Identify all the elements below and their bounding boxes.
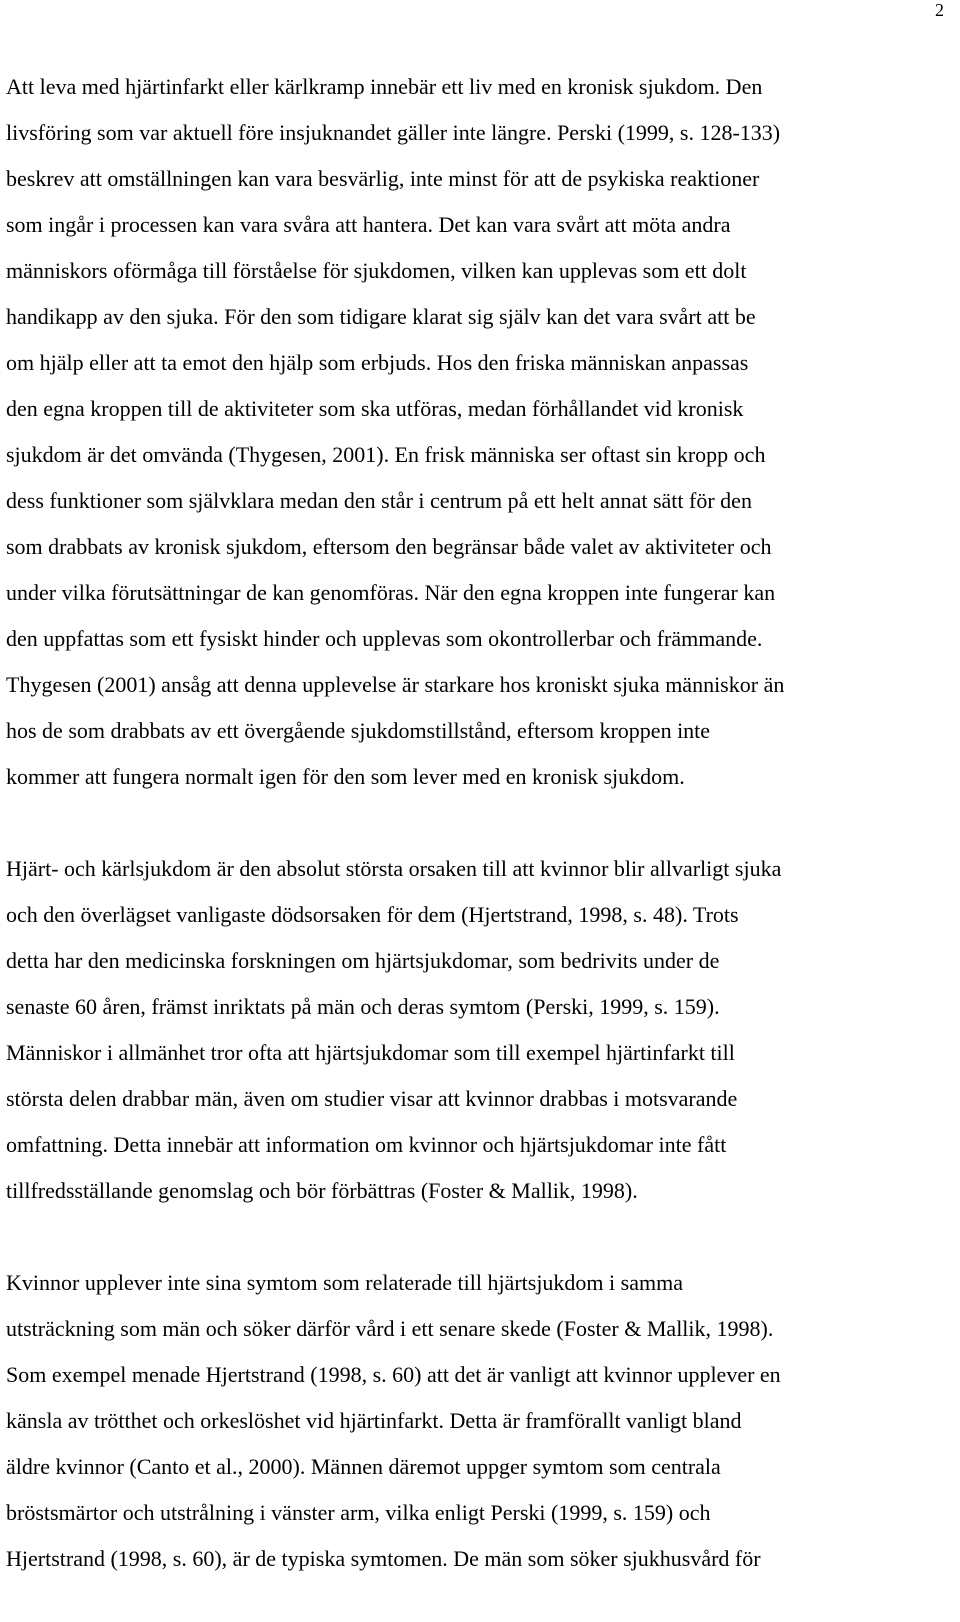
text-line: Att leva med hjärtinfarkt eller kärlkramp innebär ett liv med en kronisk sjukdom. Den: [6, 74, 763, 99]
text-line: handikapp av den sjuka. För den som tidigare klarat sig själv kan det vara svårt att be: [6, 304, 756, 329]
paragraph-chronic-illness: [6, 64, 960, 800]
text-line: bröstsmärtor och utstrålning i vänster arm, vilka enligt Perski (1999, s. 159) och: [6, 1500, 711, 1525]
text-line: Hjärt- och kärlsjukdom är den absolut största orsaken till att kvinnor blir allvarligt sjuka: [6, 856, 782, 881]
body-text: [6, 64, 960, 1582]
text-line: den uppfattas som ett fysiskt hinder och upplevas som okontrollerbar och främmande.: [6, 626, 763, 651]
text-line: om hjälp eller att ta emot den hjälp som erbjuds. Hos den friska människan anpassas: [6, 350, 749, 375]
paragraph-women-heart-disease: [6, 846, 960, 1214]
paragraph-gap: [6, 1214, 960, 1260]
text-line: tillfredsställande genomslag och bör förbättras (Foster & Mallik, 1998).: [6, 1178, 638, 1203]
text-line: detta har den medicinska forskningen om hjärtsjukdomar, som bedrivits under de: [6, 948, 720, 973]
text-line: Hjertstrand (1998, s. 60), är de typiska symtomen. De män som söker sjukhusvård för: [6, 1546, 761, 1571]
text-line: utsträckning som män och söker därför vård i ett senare skede (Foster & Mallik, 1998).: [6, 1316, 774, 1341]
text-line: beskrev att omställningen kan vara besvärlig, inte minst för att de psykiska reaktioner: [6, 166, 760, 191]
text-line: Som exempel menade Hjertstrand (1998, s. 60) att det är vanligt att kvinnor upplever en: [6, 1362, 781, 1387]
text-line: Kvinnor upplever inte sina symtom som relaterade till hjärtsjukdom i samma: [6, 1270, 683, 1295]
text-line: äldre kvinnor (Canto et al., 2000). Männen däremot uppger symtom som centrala: [6, 1454, 721, 1479]
text-line: kommer att fungera normalt igen för den som lever med en kronisk sjukdom.: [6, 764, 685, 789]
text-line: Människor i allmänhet tror ofta att hjärtsjukdomar som till exempel hjärtinfarkt till: [6, 1040, 735, 1065]
text-line: hos de som drabbats av ett övergående sjukdomstillstånd, eftersom kroppen inte: [6, 718, 711, 743]
text-line: som drabbats av kronisk sjukdom, eftersom den begränsar både valet av aktiviteter och: [6, 534, 772, 559]
text-line: Thygesen (2001) ansåg att denna upplevelse är starkare hos kroniskt sjuka människor än: [6, 672, 785, 697]
paragraph-gap: [6, 800, 960, 846]
text-line: senaste 60 åren, främst inriktats på män och deras symtom (Perski, 1999, s. 159).: [6, 994, 720, 1019]
text-line: människors oförmåga till förståelse för sjukdomen, vilken kan upplevas som ett dolt: [6, 258, 747, 283]
text-line: omfattning. Detta innebär att information om kvinnor och hjärtsjukdomar inte fått: [6, 1132, 727, 1157]
text-line: som ingår i processen kan vara svåra att hantera. Det kan vara svårt att möta andra: [6, 212, 731, 237]
text-line: livsföring som var aktuell före insjuknandet gäller inte längre. Perski (1999, s. 128-133): [6, 120, 781, 145]
text-line: största delen drabbar män, även om studier visar att kvinnor drabbas i motsvarande: [6, 1086, 738, 1111]
text-line: känsla av trötthet och orkeslöshet vid hjärtinfarkt. Detta är framförallt vanligt bland: [6, 1408, 742, 1433]
paragraph-symptoms: [6, 1260, 960, 1582]
text-line: den egna kroppen till de aktiviteter som ska utföras, medan förhållandet vid kronisk: [6, 396, 744, 421]
page-number: 2: [935, 0, 944, 20]
text-line: under vilka förutsättningar de kan genomföras. När den egna kroppen inte fungerar kan: [6, 580, 776, 605]
text-line: sjukdom är det omvända (Thygesen, 2001). En frisk människa ser oftast sin kropp och: [6, 442, 766, 467]
text-line: och den överlägset vanligaste dödsorsaken för dem (Hjertstrand, 1998, s. 48). Trots: [6, 902, 739, 927]
text-line: dess funktioner som självklara medan den står i centrum på ett helt annat sätt för den: [6, 488, 752, 513]
